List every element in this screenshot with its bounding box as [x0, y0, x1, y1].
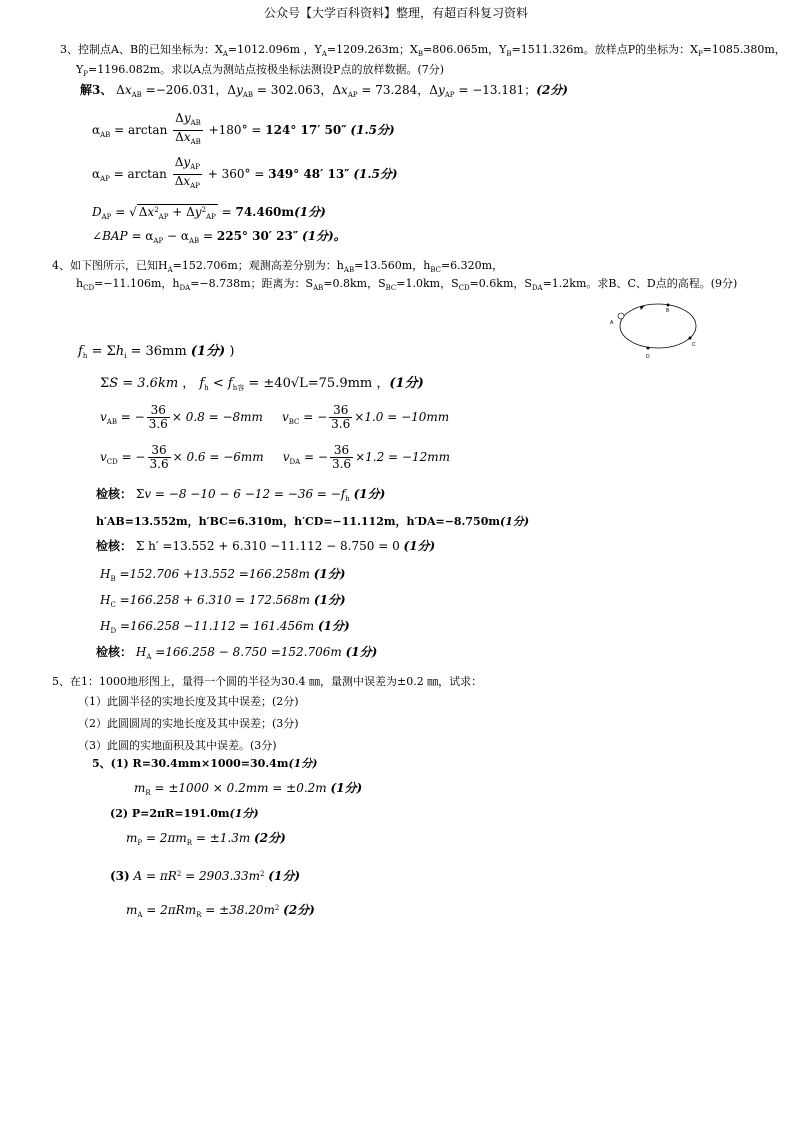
q3-alpha-ap: $\alpha_{AP} = \arctan$ $\frac{\Delta y_{AP}}{\Delta x_{AP}}$ + 360° = 349° 48′ 13″ (1.5分) — [92, 155, 398, 190]
q4-check2: 检核： Σ h′ =13.552 + 6.310 −11.112 − 8.750 = 0 (1分) — [96, 539, 436, 553]
q5-area: (3) $A = \pi R^2 = 2903.33m^2$ (1分) — [110, 869, 301, 883]
q3-angle-bap: ∠BAP = $\alpha_{AP} - \alpha_{AB} = 225^\circ$ 30′ 23″ (1分)。 — [92, 229, 346, 245]
q3-statement-line1: 3、控制点A、B的已知坐标为：$X_A=1012.096m$ ，$Y_A=1209.263m$；$X_B=806.065m$，$Y_B=1511.326m$。放样点P的坐标为：$X_P=1085.380m$， — [60, 43, 786, 58]
q4-height-b: $H_B =152.706 +13.552 =166.258m$ (1分) — [100, 567, 346, 583]
q4-corrections-row1: $v_{AB}$ = − $\frac{36}{3.6}$ × 0.8 = −8mm $v_{BC}$ = − $\frac{36}{3.6}$ ×1.0 = −10mm — [100, 403, 450, 431]
diagram-label-d: D — [646, 354, 650, 360]
q5-solution2: (2) P=2πR=191.0m(1分) — [110, 807, 259, 820]
q5-item3: （3）此圆的实地面积及其中误差。(3分) — [78, 739, 277, 752]
q5-radius-error: $m_R = \pm 1000 \times 0.2mm = \pm 0.2m$ (1分) — [134, 781, 363, 797]
q5-circumference-error: $m_P = 2\pi m_R = \pm 1.3m$ (2分) — [126, 831, 286, 847]
q4-statement-line1: 4、如下图所示，已知$H_A=152.706m$；观测高差分别为：$h_{AB}=13.560m$，$h_{BC}=6.320m$， — [52, 259, 504, 274]
q4-corrections-row2: $v_{CD}$ = − $\frac{36}{3.6}$ × 0.6 = −6mm $v_{DA}$ = − $\frac{36}{3.6}$ ×1.2 = −12mm — [100, 443, 450, 471]
diagram-label-b: B — [666, 308, 670, 314]
leveling-loop-diagram — [608, 296, 704, 362]
q5-item1: （1）此圆半径的实地长度及其中误差；(2分) — [78, 695, 299, 708]
q5-item2: （2）此圆圆周的实地长度及其中误差；(3分) — [78, 717, 299, 730]
q5-area-error: $m_A = 2\pi Rm_R = \pm 38.20m^2$ (2分) — [126, 903, 315, 919]
q3-alpha-ab: $\alpha_{AB} = \arctan$ $\frac{\Delta y_{AB}}{\Delta x_{AB}}$ +180° = 124° 17′ 50″ (1.5分) — [92, 111, 395, 146]
q4-check1: 检核： $\Sigma v = -8 -10 - 6 -12 = -36 = -f_h$ (1分) — [96, 487, 386, 503]
q4-height-a-check: 检核： $H_A =166.258 - 8.750 =152.706m$ (1分) — [96, 645, 378, 661]
page-header: 公众号【大学百科资料】整理，有超百科复习资料 — [263, 6, 528, 20]
q4-closure-error: $f_h = \Sigma h_i = 36mm$ (1分) ) — [78, 344, 235, 360]
q4-statement-line2: $h_{CD}=-11.106m$，$h_{DA}=-8.738m$；距离为：$S_{AB}=0.8km$，$S_{BC}=1.0km$，$S_{CD}=0.6km$，$S_{DA}=1.2km$。求B、C、D点的高程。(9分) — [76, 277, 738, 292]
q3-distance-ap: $D_{AP}$ = √ $\Delta x^2_{AP} + \Delta y^2_{AP} = 74.460m(1$分) — [92, 205, 326, 221]
q5-solution1: 5、(1) R=30.4mm×1000=30.4m(1分) — [92, 757, 318, 770]
diagram-label-c: C — [692, 342, 696, 348]
q3-statement-line2: $Y_P=1196.082m$。求以A点为测站点按极坐标法测设P点的放样数据。(7分) — [76, 63, 445, 78]
q4-adjusted-differences: h′AB=13.552m，h′BC=6.310m，h′CD=−11.112m，h′DA=−8.750m(1分) — [96, 515, 530, 528]
q5-statement: 5、在1：1000地形图上，量得一个圆的半径为30.4 ㎜，量测中误差为±0.2 ㎜，试求： — [52, 675, 483, 688]
q4-height-d: $H_D =166.258 -11.112 = 161.456m$ (1分) — [100, 619, 350, 635]
q4-allowable-error: ΣS = 3.6km ， $f_h < f_{h容} = \pm 40√L=75.9mm$ ，(1分) — [100, 376, 424, 392]
q3-solution-deltas: 解3、 $\Delta x_{AB} =-206.031$，$\Delta y_{AB} = 302.063$，$\Delta x_{AP} = 73.284$，$\Delta y_{AP} = -13.181$；(2分) — [80, 83, 568, 99]
diagram-label-a: A — [610, 320, 614, 326]
q4-height-c: $H_C =166.258 + 6.310 = 172.568m$ (1分) — [100, 593, 346, 609]
